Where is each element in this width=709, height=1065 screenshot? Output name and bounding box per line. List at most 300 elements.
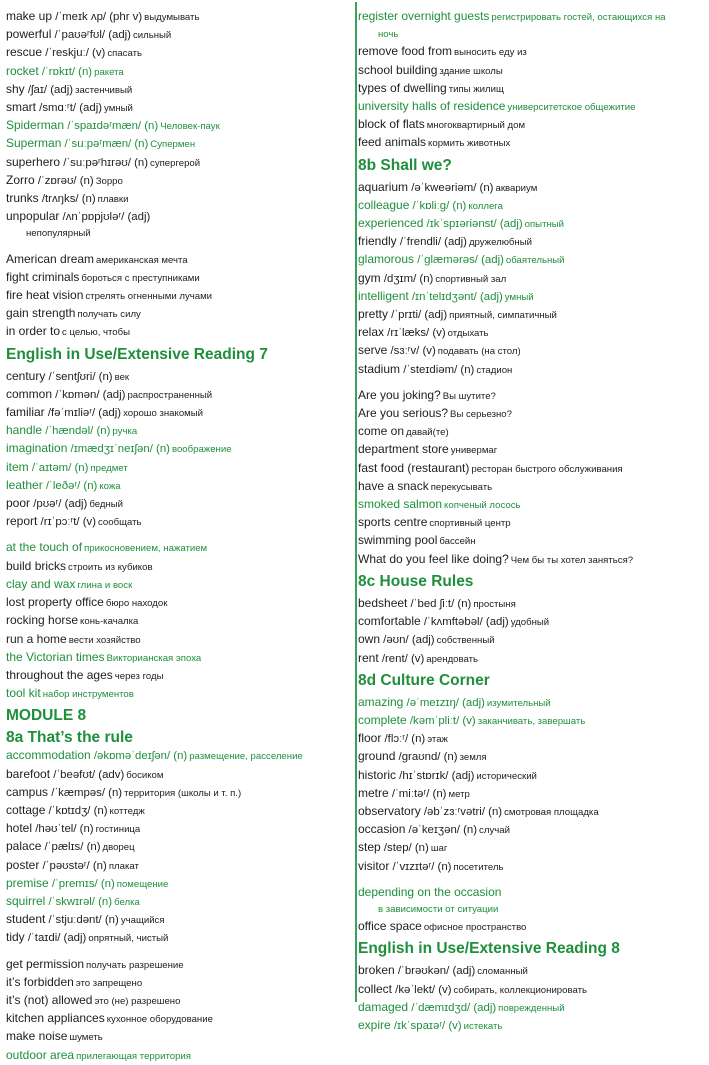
vocab-translation: шаг [430,843,448,855]
vocab-translation: перекусывать [430,481,493,493]
vocab-entry [6,323,346,341]
vocab-term: collect [358,981,393,996]
vocab-entry [6,820,346,838]
vocab-entry [358,858,704,876]
vocab-term: comfortable [358,614,421,629]
vocab-entry [6,44,346,62]
vocab-translation: удобный [510,617,550,629]
vocab-transcription: /ˈspaɪdəʳmæn/ (n) [64,120,159,133]
vocab-entry [358,631,704,649]
vocab-translation: глина и воск [77,579,133,591]
vocab-entry [6,495,346,513]
vocab-entry [358,26,704,43]
vocab-entry [358,884,704,901]
vocab-term: unpopular [6,209,60,224]
vocab-term: rocket [6,63,39,78]
vocab-term: broken [358,963,395,978]
spacer [6,948,346,956]
vocab-translation: ракета [94,66,124,78]
vocab-entry [6,784,346,802]
vocab-transcription: /ˈsuːpəʳhɪrəʊ/ (n) [60,156,149,169]
vocab-transcription: /step/ (n) [380,842,429,855]
vocab-entry [6,190,346,208]
vocab-term: ground [358,749,396,764]
column-divider [355,2,357,1002]
vocab-transcription: /ˈpəʊstəʳ/ (n) [39,859,107,872]
vocab-translation: территория (школы и т. п.) [124,787,242,799]
vocab-entry [358,551,704,569]
vocab-entry [6,1047,346,1065]
vocab-translation: получать силу [77,309,141,321]
vocab-transcription: /ˈprɪti/ (adj) [388,309,448,322]
vocab-translation: Вы шутите? [442,390,496,402]
section-heading: English in Use/Extensive Reading 8 [358,940,620,958]
vocab-term: feed animals [358,135,427,150]
vocab-translation: хорошо знакомый [123,408,204,420]
vocab-entry [6,63,346,81]
vocab-entry [6,539,346,557]
module-heading: MODULE 8 [6,707,87,725]
vocab-term: fire heat vision [6,288,84,303]
vocab-translation: через годы [114,670,164,682]
vocab-entry [358,270,704,288]
vocab-translation: копченый лосось [444,500,521,512]
vocab-term: rocking horse [6,613,79,628]
vocab-translation: в зависимости от ситуации [378,903,499,915]
vocab-transcription: /pʊəʳ/ (adj) [30,498,88,511]
vocab-term: bedsheet [358,595,408,610]
vocab-entry [6,558,346,576]
vocab-term: block of flats [358,117,425,132]
vocab-entry [358,901,704,918]
vocab-entry [6,956,346,974]
vocab-term: item [6,459,29,474]
vocab-translation: кожа [99,480,121,492]
vocab-entry [358,999,704,1017]
vocab-entry [6,974,346,992]
vocab-transcription: /ˈleðəʳ/ (n) [42,479,98,492]
vocab-transcription: /ʌnˈpɒpjʊləʳ/ (adj) [59,211,151,224]
vocab-entry [358,785,704,803]
vocab-translation: посетитель [453,861,504,873]
vocab-term: Spiderman [6,118,65,133]
vocab-transcription: /həʊˈtel/ (n) [32,823,94,836]
vocab-transcription: /ɪkˈspɪəriənst/ (adj) [423,218,523,231]
vocab-term: glamorous [358,252,415,267]
vocab-translation: учащийся [120,915,165,927]
vocab-translation: университетское общежитие [507,102,636,114]
vocab-term: observatory [358,803,421,818]
vocab-translation: век [114,371,130,383]
vocab-term: accommodation [6,748,91,763]
vocab-translation: ночь [378,29,399,41]
section-heading: 8b Shall we? [358,156,452,174]
vocab-entry [6,612,346,630]
vocab-translation: умный [504,291,534,303]
vocab-term: century [6,368,46,383]
vocab-entry [6,287,346,305]
vocab-entry [6,992,346,1010]
vocab-transcription: /rent/ (v) [378,652,425,665]
vocab-translation: заканчивать, завершать [477,715,586,727]
vocab-translation: распространенный [127,389,213,401]
vocab-entry [358,694,704,712]
vocab-transcription: /ˈstjuːdənt/ (n) [45,914,119,927]
vocab-term: powerful [6,27,52,42]
right-column [358,8,704,1035]
vocab-transcription: /ˈfrendli/ (adj) [396,236,467,249]
vocab-term: own [358,632,381,647]
vocab-entry [6,576,346,594]
vocab-translation: обаятельный [505,255,565,267]
vocab-entry [6,911,346,929]
vocab-translation: вести хозяйство [68,634,141,646]
vocab-translation: опытный [524,219,565,231]
vocab-term: the Victorian times [6,649,105,664]
vocab-transcription: /kəmˈpliːt/ (v) [406,714,476,727]
vocab-translation: поврежденный [498,1002,565,1014]
vocab-transcription: /rɪˈpɔːʳt/ (v) [37,516,97,529]
vocab-entry [6,477,346,495]
vocab-transcription: /sɜːʳv/ (v) [387,345,436,358]
vocab-term: visitor [358,858,390,873]
vocab-translation: спасать [107,48,142,60]
vocab-entry [358,918,704,936]
vocab-entry [358,821,704,839]
vocab-entry [6,766,346,784]
vocab-term: American dream [6,251,95,266]
vocab-transcription: /graʊnd/ (n) [395,751,458,764]
vocab-translation: ресторан быстрого обслуживания [471,463,623,475]
vocab-entry [358,496,704,514]
vocab-translation: выносить еду из [454,47,527,59]
vocab-translation: прикосновением, нажатием [84,543,208,555]
vocab-translation: получать разрешение [86,959,184,971]
section-heading: English in Use/Extensive Reading 7 [6,345,268,363]
vocab-entry [6,685,346,703]
vocab-term: experienced [358,216,424,231]
vocab-term: pretty [358,307,389,322]
vocab-translation: собирать, коллекционировать [453,984,587,996]
vocab-translation: гостиница [95,824,141,836]
vocab-entry [358,306,704,324]
vocab-translation: размещение, расселение [189,751,303,763]
vocab-entry [358,43,704,61]
vocab-translation: босиком [126,769,164,781]
vocab-term: serve [358,343,388,358]
vocab-translation: бассейн [439,536,476,548]
vocab-transcription: /ˈkæmpəs/ (n) [48,786,123,799]
vocab-term: step [358,840,381,855]
vocab-translation: бедный [89,499,124,511]
vocab-entry [6,154,346,172]
vocab-term: department store [358,442,449,457]
vocab-entry [6,172,346,190]
vocab-term: complete [358,712,407,727]
vocab-translation: исторический [476,770,537,782]
vocab-transcription: /ˈzɒrəʊ/ (n) [34,174,94,187]
vocab-term: stadium [358,361,401,376]
vocab-term: outdoor area [6,1047,75,1062]
vocab-entry [6,875,346,893]
vocab-transcription: /ˈpælɪs/ (n) [41,841,101,854]
vocab-transcription: /ˈreskjuː/ (v) [42,47,106,60]
vocab-translation: случай [479,825,510,837]
vocab-translation: кормить животных [428,138,511,150]
vocab-transcription: /ˈvɪzɪtəʳ/ (n) [389,860,452,873]
vocab-term: What do you feel like doing? [358,551,509,566]
vocab-term: campus [6,784,49,799]
vocab-entry [6,386,346,404]
vocab-term: run a home [6,631,67,646]
vocab-term: smart [6,100,36,115]
vocab-term: common [6,386,53,401]
vocab-entry [358,8,704,26]
spacer [358,379,704,387]
vocab-translation: земля [459,752,487,764]
vocab-translation: спортивный центр [429,518,511,530]
vocab-term: Superman [6,136,62,151]
vocab-term: poor [6,496,31,511]
vocab-translation: американская мечта [96,254,188,266]
vocab-translation: выдумывать [144,12,200,23]
vocab-entry [358,650,704,668]
vocab-translation: предмет [90,462,128,474]
spacer [6,243,346,251]
vocab-term: expire [358,1017,391,1032]
vocab-transcription: /ˈsuːpəʳmæn/ (n) [61,138,149,151]
vocab-translation: конь-качалка [80,616,139,628]
vocab-term: Are you serious? [358,406,449,421]
vocab-entry [358,251,704,269]
section-heading: 8c House Rules [358,572,474,590]
vocab-term: clay and wax [6,576,76,591]
vocab-term: Zorro [6,172,35,187]
vocab-entry [6,1010,346,1028]
vocab-term: metre [358,785,389,800]
vocab-term: fight criminals [6,269,80,284]
vocab-translation: плавки [97,194,129,206]
vocab-term: rescue [6,45,43,60]
vocab-translation: с целью, чтобы [62,327,131,339]
vocab-entry [6,459,346,477]
vocab-transcription: /rɪˈlæks/ (v) [384,327,446,340]
vocab-entry [6,422,346,440]
vocab-translation: спортивный зал [435,273,507,285]
vocab-translation: бороться с преступниками [81,272,200,284]
vocab-term: gain strength [6,306,76,321]
vocab-entry [358,387,704,405]
vocab-translation: стадион [476,364,513,376]
vocab-transcription: /kəˈlekt/ (v) [392,983,452,996]
vocab-translation: многоквартирный дом [426,120,526,132]
vocab-transcription: /ˈpaʊəʳfʊl/ (adj) [51,29,131,42]
vocab-entry [358,324,704,342]
vocab-transcription: /ˈbrəʊkən/ (adj) [394,965,476,978]
vocab-transcription: /ɪnˈtelɪdʒənt/ (adj) [408,290,503,303]
vocab-term: make noise [6,1029,68,1044]
vocab-translation: изумительный [486,697,551,709]
vocab-entry [358,342,704,360]
vocab-translation: Чем бы ты хотел заняться? [510,554,634,566]
vocab-term: kitchen appliances [6,1011,105,1026]
vocab-entry [6,1028,346,1046]
vocab-term: rent [358,650,379,665]
vocab-entry [6,440,346,458]
vocab-translation: коттедж [109,805,145,817]
vocab-transcription: /ˈglæmərəs/ (adj) [414,254,504,267]
vocab-term: fast food (restaurant) [358,460,470,475]
left-column [6,8,346,1065]
vocab-entry [358,215,704,233]
vocab-entry [6,208,346,225]
vocab-term: aquarium [358,179,409,194]
vocab-entry [358,361,704,379]
vocab-entry [358,288,704,306]
vocab-translation: непопулярный [26,228,91,240]
vocab-transcription: /ʃaɪ/ (adj) [24,83,74,96]
vocab-term: office space [358,919,422,934]
vocab-term: student [6,912,46,927]
vocab-translation: умный [104,103,133,115]
vocab-translation: помещение [116,878,169,890]
vocab-translation: стрелять огненными лучами [85,291,213,303]
vocab-term: swimming pool [358,533,438,548]
vocab-entry [358,514,704,532]
vocab-term: occasion [358,822,406,837]
vocab-term: it’s forbidden [6,974,74,989]
vocab-entry [358,98,704,116]
vocab-term: intelligent [358,288,409,303]
vocab-transcription: /ˈbed ʃiːt/ (n) [407,597,472,610]
vocab-entry [6,368,346,386]
vocab-transcription: /ˈsteɪdiəm/ (n) [400,363,475,376]
vocab-term: Are you joking? [358,387,441,402]
vocab-entry [6,8,346,26]
vocab-transcription: /flɔːʳ/ (n) [381,733,426,746]
vocab-term: get permission [6,956,85,971]
vocab-term: leather [6,477,43,492]
vocab-entry [358,80,704,98]
vocab-translation: Вы серьезно? [450,409,512,421]
vocab-term: depending on the occasion [358,884,502,899]
vocab-transcription: /əbˈzɜːʳvətri/ (n) [420,805,503,818]
vocab-transcription: /əkɒməˈdeɪʃən/ (n) [90,750,188,763]
vocab-term: make up [6,9,53,23]
vocab-translation: типы жилищ [448,83,504,95]
vocab-entry [358,803,704,821]
vocab-translation: универмаг [450,445,498,457]
vocab-term: amazing [358,694,404,709]
vocab-translation: плакат [108,860,139,872]
vocab-term: hotel [6,821,33,836]
vocab-entry [6,81,346,99]
vocab-transcription: /əˈkweəriəm/ (n) [408,181,494,194]
vocab-term: barefoot [6,766,51,781]
vocab-translation: белка [114,896,140,908]
vocab-entry [6,26,346,44]
vocab-transcription: /əʊn/ (adj) [380,634,435,647]
vocab-entry [358,1017,704,1035]
vocab-transcription: /ˈrɒkɪt/ (n) [38,65,93,78]
vocab-entry [358,441,704,459]
vocab-entry [6,225,346,242]
vocab-term: have a snack [358,478,429,493]
vocab-term: throughout the ages [6,667,113,682]
vocab-term: it’s (not) allowed [6,992,93,1007]
vocab-transcription: /ˈkɒmən/ (adj) [52,388,126,401]
vocab-transcription: /fəˈmɪliəʳ/ (adj) [44,407,122,420]
vocab-translation: сломанный [477,966,528,978]
vocab-translation: арендовать [426,653,479,665]
vocab-term: squirrel [6,893,46,908]
vocab-term: types of dwelling [358,80,447,95]
vocab-transcription: /ˈkɒtɪdʒ/ (n) [45,804,108,817]
vocab-term: lost property office [6,595,104,610]
vocab-term: smoked salmon [358,497,443,512]
vocab-transcription: /ˈtaɪdi/ (adj) [24,932,87,945]
vocab-transcription: /ˈsentʃʊri/ (n) [45,370,113,383]
vocab-translation: Викторианская эпоха [106,652,202,664]
vocab-entry [358,730,704,748]
vocab-term: tool kit [6,686,41,701]
vocab-term: relax [358,325,385,340]
vocab-translation: собственный [436,635,495,647]
vocab-term: familiar [6,405,45,420]
vocab-term: cottage [6,802,46,817]
vocab-translation: дворец [102,842,135,854]
vocab-transcription: /ɪkˈspaɪəʳ/ (v) [390,1019,462,1032]
vocab-term: register overnight guests [358,9,490,23]
vocab-entry [6,838,346,856]
vocab-transcription: /trʌŋks/ (n) [38,193,96,206]
vocab-translation: набор инструментов [42,689,134,701]
vocab-entry [358,748,704,766]
vocab-term: premise [6,875,49,890]
vocab-entry [358,962,704,980]
vocab-entry [358,423,704,441]
vocab-translation: дружелюбный [468,237,532,249]
vocab-transcription: /hɪˈstɒrɪk/ (adj) [396,769,475,782]
spacer [358,876,704,884]
vocab-entry [6,631,346,649]
vocab-translation: бюро находок [105,598,168,610]
vocab-entry [6,747,346,765]
vocab-transcription: /ɪmædʒɪˈneɪʃən/ (n) [67,443,170,456]
vocab-entry [358,595,704,613]
vocab-translation: воображение [171,444,232,456]
vocab-entry [358,233,704,251]
vocab-entry [358,134,704,152]
vocab-translation: приятный, симпатичный [449,310,557,322]
vocab-translation: простыня [473,598,516,610]
section-heading: 8d Culture Corner [358,671,490,689]
vocab-translation: Супермен [150,139,196,151]
vocab-translation: это запрещено [75,977,143,989]
vocab-transcription: /ˈbeəfʊt/ (adv) [50,768,125,781]
vocab-translation: прилегающая территория [76,1050,191,1062]
vocab-entry [6,305,346,323]
vocab-term: report [6,514,38,529]
vocab-entry [6,649,346,667]
vocab-translation: шуметь [69,1032,103,1044]
vocab-translation: Зорро [95,175,123,187]
vocab-term: come on [358,424,405,439]
vocab-entry [6,404,346,422]
vocab-term: handle [6,423,43,438]
vocab-transcription: /dʒɪm/ (n) [380,272,434,285]
vocab-translation: аквариум [495,182,538,194]
